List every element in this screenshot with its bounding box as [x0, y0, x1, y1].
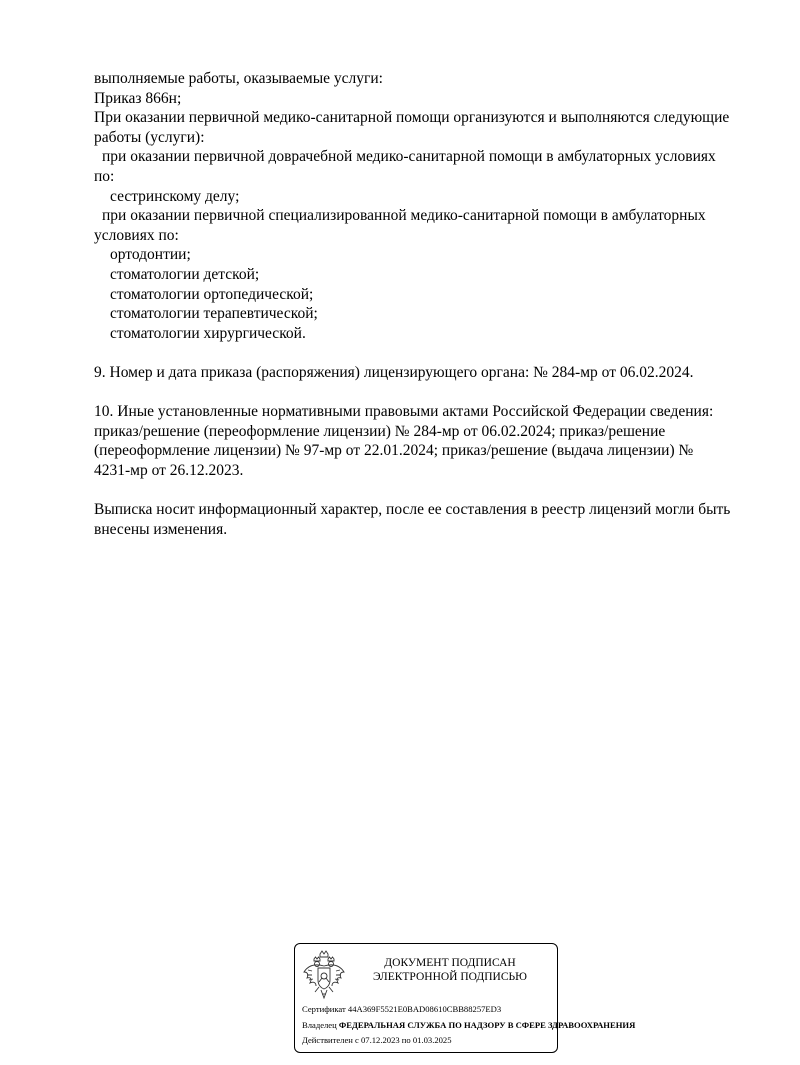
order-number-paragraph [94, 363, 774, 383]
certificate-label: Сертификат [302, 1004, 346, 1014]
text-line: Приказ 866н; [94, 89, 182, 107]
certificate-value: 44A369F5521E0BAD08610CBB88257ED3 [347, 1004, 502, 1014]
text-line: выполняемые работы, оказываемые услуги: [94, 70, 383, 87]
stamp-details [302, 1002, 636, 1049]
owner-row [302, 1018, 636, 1034]
text-line: 9. Номер и дата приказа (распоряжения) лицензирующего органа: № 284-мр от 06.02.2024. [94, 363, 694, 381]
text-line: сестринскому делу; [110, 187, 240, 205]
certificate-row [302, 1002, 602, 1018]
stamp-title [355, 956, 545, 984]
text-line: стоматологии ортопедической; [110, 285, 314, 303]
document-body [94, 69, 774, 539]
text-line: стоматологии хирургической. [110, 324, 306, 342]
paragraph-gap [94, 480, 774, 500]
text-line: работы (услуги): [94, 128, 205, 146]
text-line: стоматологии терапевтической; [110, 305, 318, 323]
text-line: приказ/решение (переоформление лицензии) № 284-мр от 06.02.2024; приказ/решение [94, 422, 666, 440]
text-line: при оказании первичной доврачебной медико-санитарной помощи в амбулаторных условиях [102, 148, 716, 166]
owner-label: Владелец [302, 1019, 337, 1030]
text-line: 4231-мр от 26.12.2023. [94, 461, 244, 479]
text-line: ортодонтии; [110, 246, 191, 264]
text-line: При оказании первичной медико-санитарной помощи организуются и выполняются следующие [94, 109, 730, 127]
text-line: при оказании первичной специализированной медико-санитарной помощи в амбулаторных [102, 207, 706, 225]
other-info-paragraph [94, 402, 774, 480]
electronic-signature-stamp [294, 943, 636, 1053]
text-line: условиях по: [94, 226, 179, 244]
text-line: 10. Иные установленные нормативными правовыми актами Российской Федерации сведения: [94, 403, 714, 421]
text-line: стоматологии детской; [110, 265, 260, 283]
text-line: (переоформление лицензии) № 97-мр от 22.01.2024; приказ/решение (выдача лицензии) № [94, 442, 694, 460]
stamp-title-line1: ДОКУМЕНТ ПОДПИСАН [384, 957, 516, 969]
disclaimer-paragraph [94, 500, 774, 539]
paragraph-gap [94, 383, 774, 403]
text-line: Выписка носит информационный характер, после ее составления в реестр лицензий могли быть [94, 501, 731, 519]
text-line: по: [94, 167, 115, 185]
stamp-title-line2: ЭЛЕКТРОННОЙ ПОДПИСЬЮ [373, 971, 527, 983]
owner-value: ФЕДЕРАЛЬНАЯ СЛУЖБА ПО НАДЗОРУ В СФЕРЕ ЗДРАВООХРАНЕНИЯ [338, 1019, 636, 1030]
text-line: внесены изменения. [94, 520, 228, 538]
paragraph-gap [94, 343, 774, 363]
validity-row: Действителен с 07.12.2023 по 01.03.2025 [302, 1035, 452, 1045]
services-paragraph [94, 69, 774, 343]
russian-coat-of-arms-icon [303, 950, 345, 1000]
